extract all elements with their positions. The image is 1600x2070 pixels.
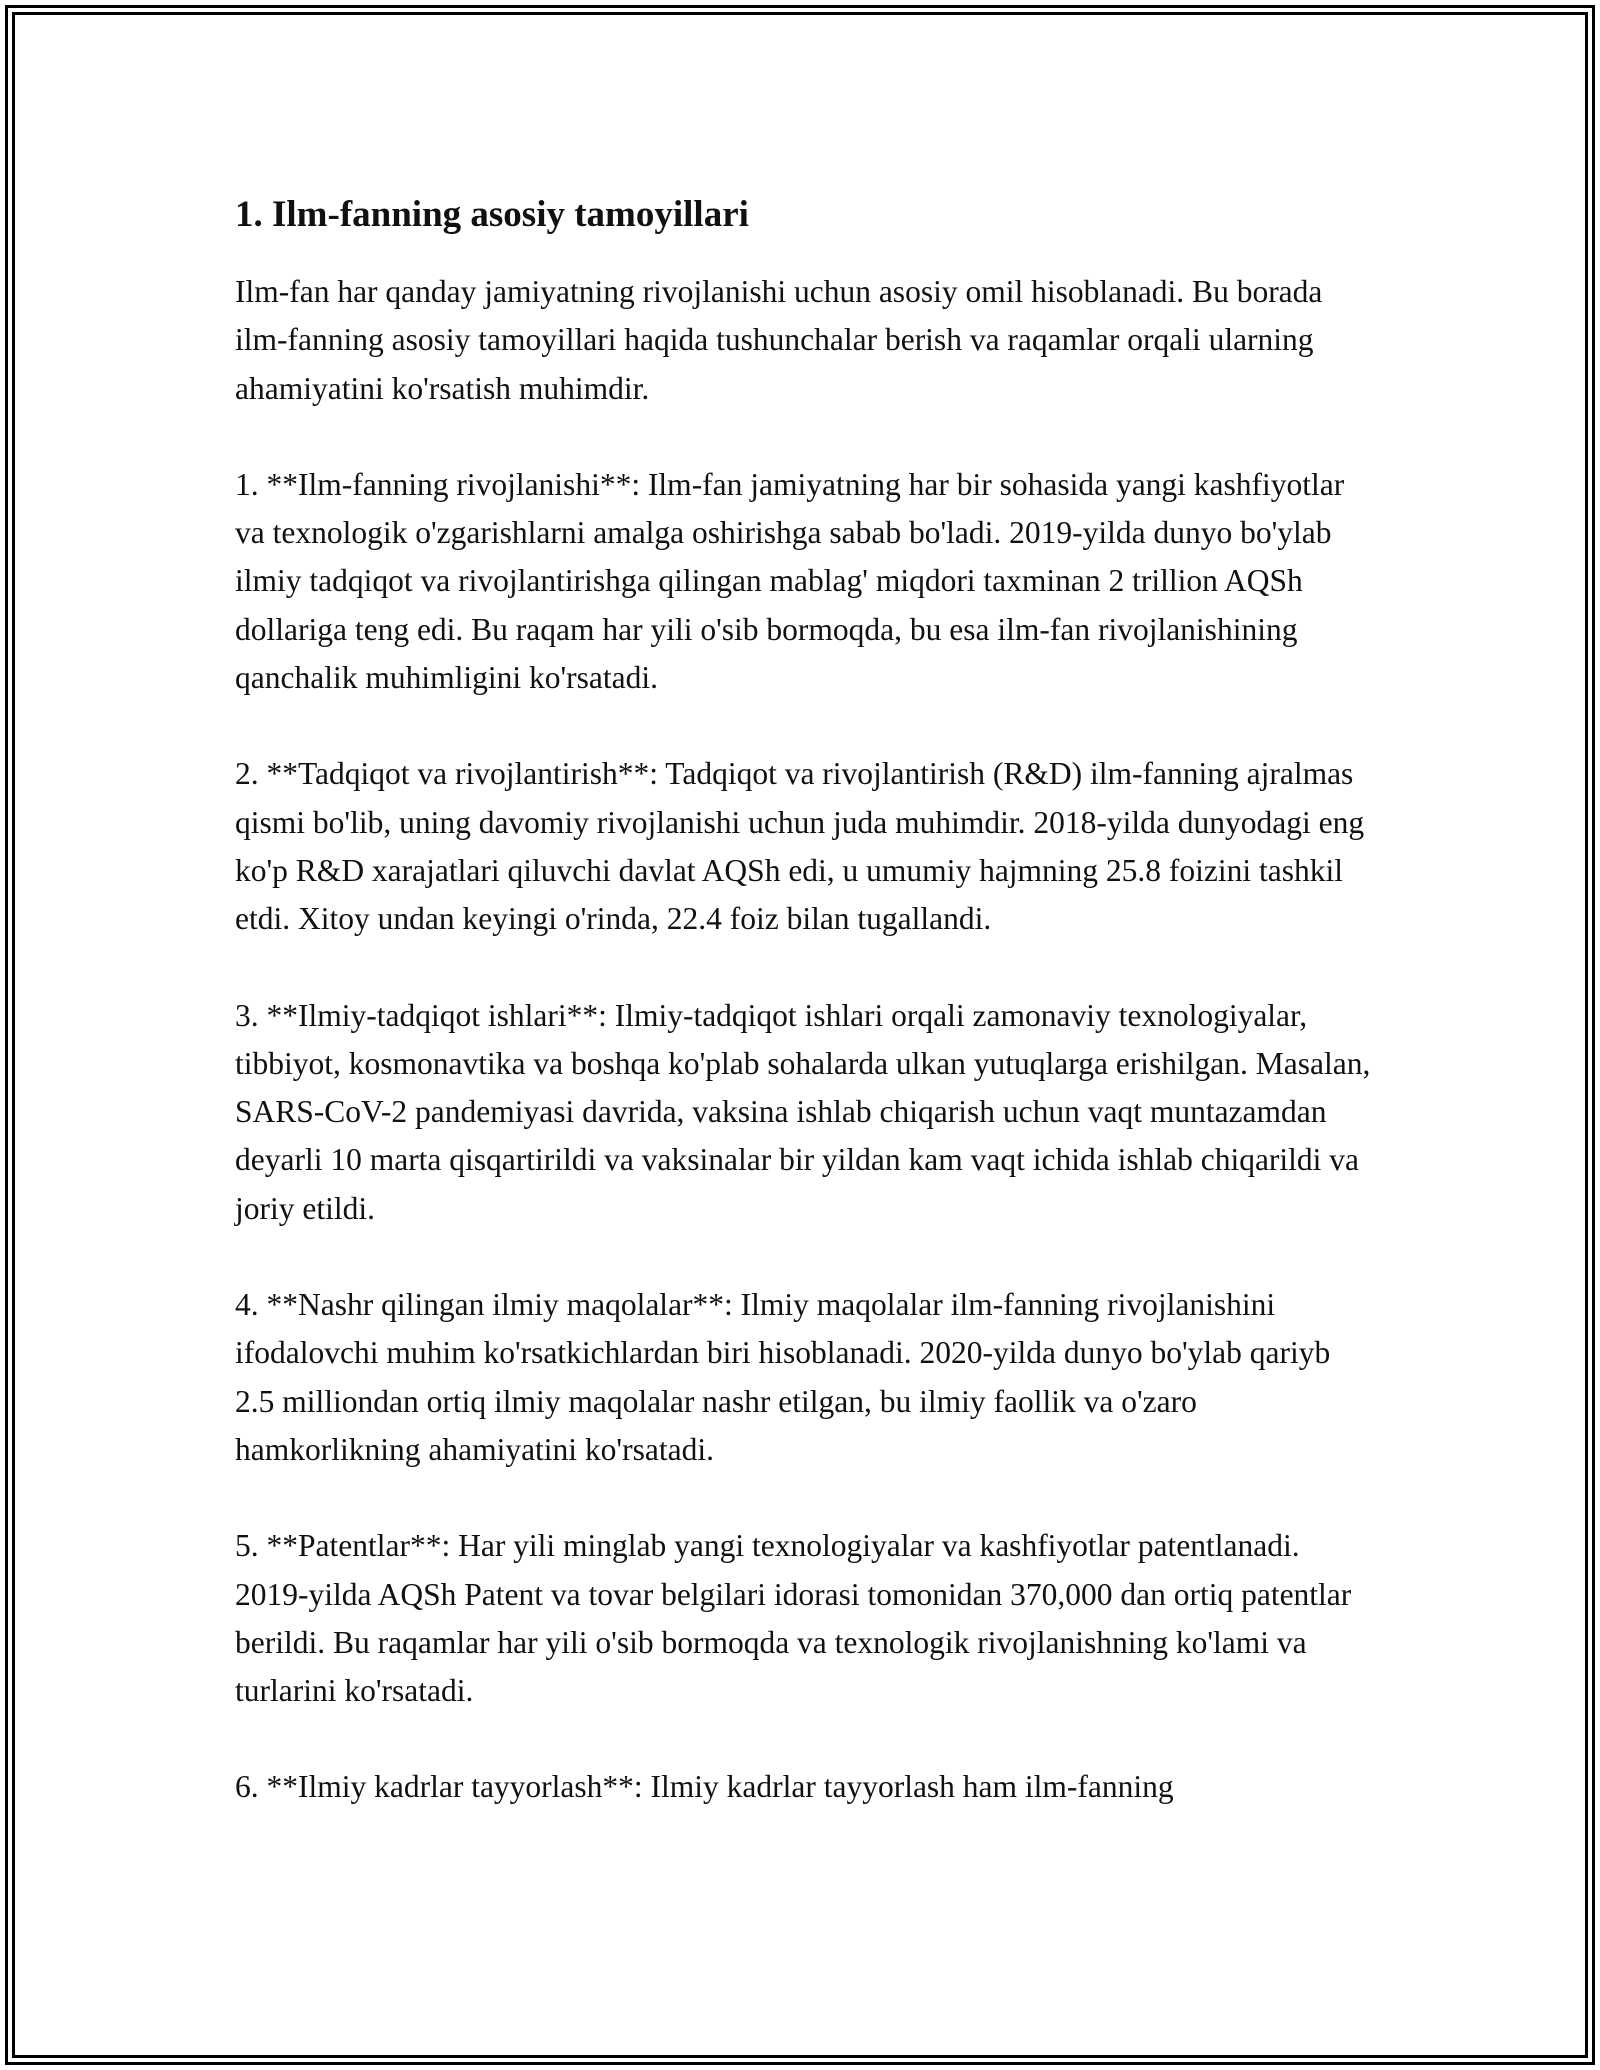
paragraph-maqolalar: 4. **Nashr qilingan ilmiy maqolalar**: Ilmiy maqolalar ilm-fanning rivojlanishini ifodalovchi muhim ko'rsatkichlardan biri hisoblanadi. 2020-yilda dunyo bo'ylab qariyb 2.5 milliondan ortiq ilmiy maqolalar nashr etilgan, bu ilmiy faollik va o'zaro hamkorlikning ahamiyatini ko'rsatadi.: [235, 1287, 1331, 1467]
document-body: [235, 187, 1375, 1860]
paragraph-tadqiqot: 2. **Tadqiqot va rivojlantirish**: Tadqiqot va rivojlantirish (R&D) ilm-fanning ajralmas qismi bo'lib, uning davomiy rivojlanishi uchun juda muhimdir. 2018-yilda dunyodagi eng ko'p R&D xarajatlari qiluvchi davlat AQSh edi, u umumiy hajmning 25.8 foizini tashkil etdi. Xitoy undan keyingi o'rinda, 22.4 foiz bilan tugallandi.: [235, 756, 1365, 937]
intro-paragraph: Ilm-fan har qanday jamiyatning rivojlanishi uchun asosiy omil hisoblanadi. Bu borada ilm-fanning asosiy tamoyillari haqida tushunchalar berish va raqamlar orqali ularning ahamiyatini ko'rsatish muhimdir.: [235, 274, 1323, 406]
section-heading: 1. Ilm-fanning asosiy tamoyillari: [235, 194, 749, 235]
paragraph-patentlar: 5. **Patentlar**: Har yili minglab yangi texnologiyalar va kashfiyotlar patentlanadi. 2019-yilda AQSh Patent va tovar belgilari idorasi tomonidan 370,000 dan ortiq patentlar berildi. Bu raqamlar har yili o'sib bormoqda va texnologik rivojlanishning ko'lami va turlarini ko'rsatadi.: [235, 1528, 1352, 1709]
paragraph-ilmiy-tadqiqot: 3. **Ilmiy-tadqiqot ishlari**: Ilmiy-tadqiqot ishlari orqali zamonaviy texnologiyalar, tibbiyot, kosmonavtika va boshqa ko'plab sohalarda ulkan yutuqlarga erishilgan. Masalan, SARS-CoV-2 pandemiyasi davrida, vaksina ishlab chiqarish uchun vaqt muntazamdan deyarli 10 marta qisqartirildi va vaksinalar bir yildan kam vaqt ichida ishlab chiqarildi va joriy etildi.: [235, 997, 1371, 1226]
paragraph-kadrlar: 6. **Ilmiy kadrlar tayyorlash**: Ilmiy kadrlar tayyorlash ham ilm-fanning: [235, 1769, 1174, 1805]
paragraph-rivojlanish: 1. **Ilm-fanning rivojlanishi**: Ilm-fan jamiyatning har bir sohasida yangi kashfiyotlar va texnologik o'zgarishlarni amalga oshirishga sabab bo'ladi. 2019-yilda dunyo bo'ylab ilmiy tadqiqot va rivojlantirishga qilingan mablag' miqdori taxminan 2 trillion AQSh dollariga teng edi. Bu raqam har yili o'sib bormoqda, bu esa ilm-fan rivojlanishining qanchalik muhimligini ko'rsatadi.: [235, 466, 1345, 696]
